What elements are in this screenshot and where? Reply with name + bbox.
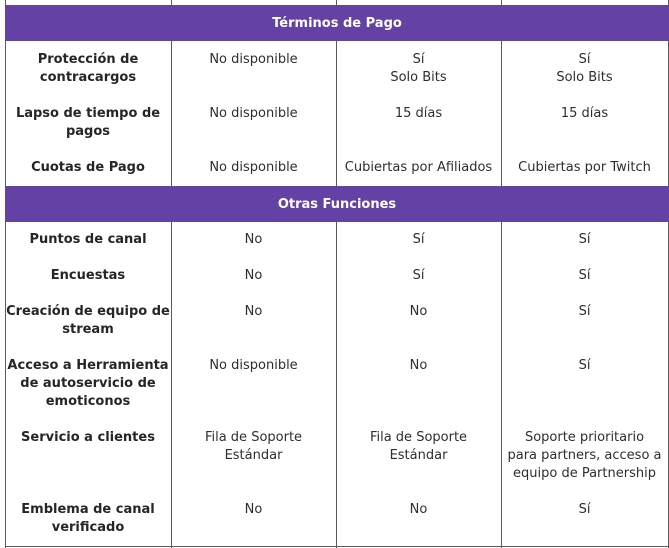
- section-title: Términos de Pago: [272, 15, 402, 31]
- cell-channel-points-col1: No: [244, 232, 263, 247]
- cell-payout-period-col2: 15 días: [394, 106, 443, 121]
- cell-payout-period-col1: No disponible: [209, 106, 298, 121]
- table-bottom-border: [5, 546, 669, 547]
- row-label-verified-badge: Emblema de canal verificado: [21, 502, 155, 535]
- cell-chargeback-col2: Sí Solo Bits: [390, 52, 447, 85]
- cell-customer-service-col2: Fila de Soporte Estándar: [369, 430, 468, 463]
- row-label-emote-tool: Acceso a Herramienta de autoservicio de emoticonos: [7, 358, 169, 409]
- row-label-stream-team: Creación de equipo de stream: [6, 304, 170, 337]
- section-header-other-features: [5, 186, 669, 222]
- cell-verified-badge-col3: Sí: [578, 502, 591, 517]
- cell-customer-service-col3: Soporte prioritario para partners, acceso a equipo de Partnership: [507, 430, 662, 481]
- cell-verified-badge-col2: No: [409, 502, 428, 517]
- cell-polls-col2: Sí: [412, 268, 425, 283]
- cell-polls-col3: Sí: [578, 268, 591, 283]
- cell-stream-team-col3: Sí: [578, 304, 591, 319]
- row-label-customer-service: Servicio a clientes: [21, 430, 155, 445]
- cell-stream-team-col1: No: [244, 304, 263, 319]
- cell-customer-service-col1: Fila de Soporte Estándar: [204, 430, 303, 463]
- cell-payout-period-col3: 15 días: [560, 106, 609, 121]
- cell-polls-col1: No: [244, 268, 263, 283]
- cell-verified-badge-col1: No: [244, 502, 263, 517]
- section-header-payment-terms: [5, 5, 669, 41]
- row-label-channel-points: Puntos de canal: [29, 232, 147, 247]
- cell-payment-fees-col1: No disponible: [209, 160, 298, 175]
- cell-chargeback-col3: Sí Solo Bits: [556, 52, 613, 85]
- row-label-chargeback: Protección de contracargos: [37, 52, 139, 85]
- cell-channel-points-col3: Sí: [578, 232, 591, 247]
- cell-chargeback-col1: No disponible: [209, 52, 298, 67]
- cell-payment-fees-col2: Cubiertas por Afiliados: [344, 160, 493, 175]
- row-label-payout-period: Lapso de tiempo de pagos: [15, 106, 161, 139]
- cell-channel-points-col2: Sí: [412, 232, 425, 247]
- row-label-polls: Encuestas: [50, 268, 126, 283]
- cell-payment-fees-col3: Cubiertas por Twitch: [518, 160, 651, 175]
- row-label-payment-fees: Cuotas de Pago: [31, 160, 145, 175]
- cell-emote-tool-col2: No: [409, 358, 428, 373]
- cell-stream-team-col2: No: [409, 304, 428, 319]
- cell-emote-tool-col1: No disponible: [209, 358, 298, 373]
- cell-emote-tool-col3: Sí: [578, 358, 591, 373]
- section-title: Otras Funciones: [277, 196, 397, 212]
